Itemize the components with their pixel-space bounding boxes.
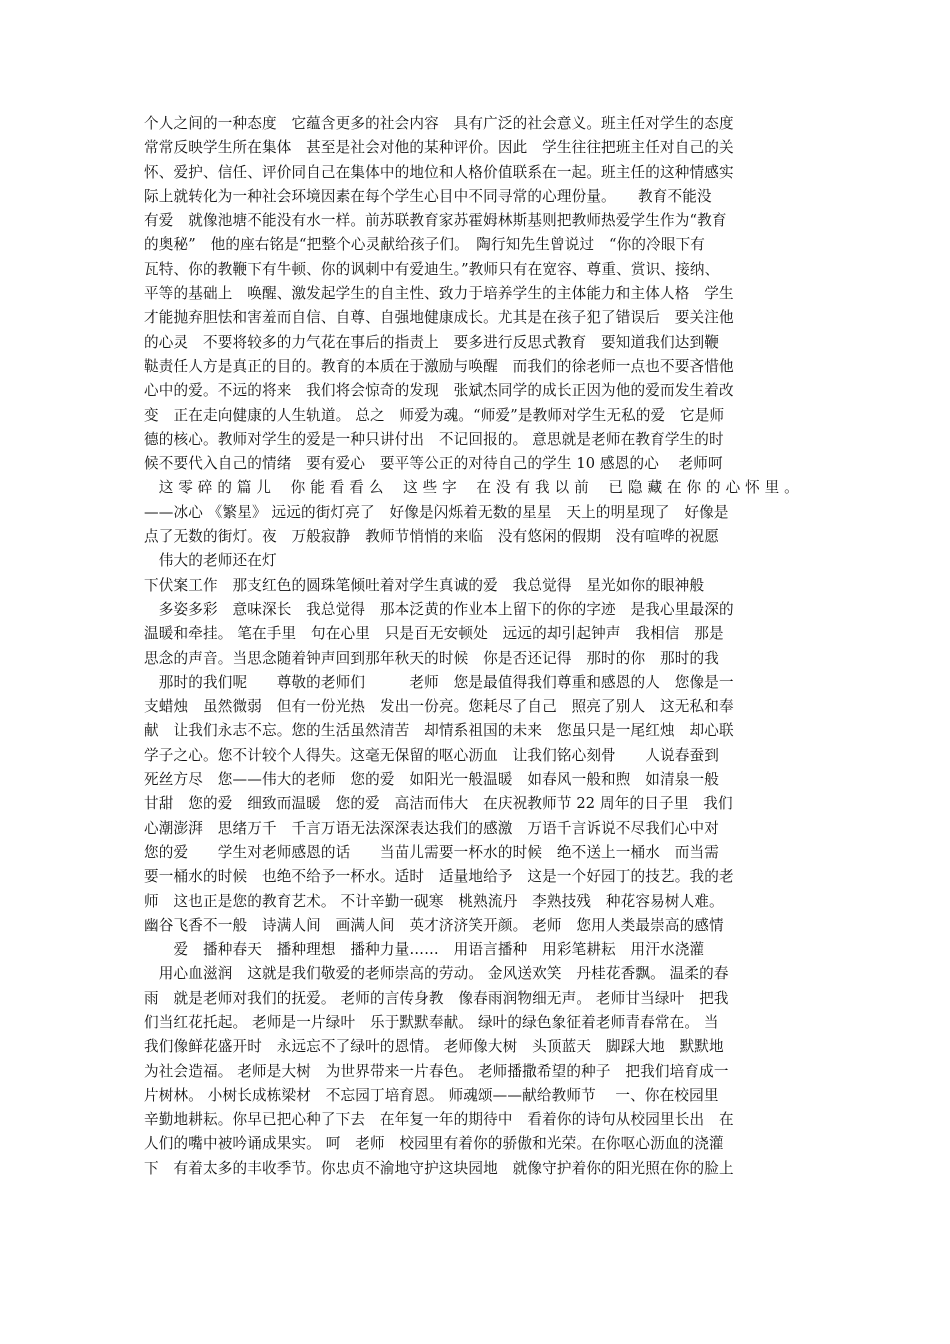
text-line: 点了无数的街灯。夜 万般寂静 教师节悄悄的来临 没有悠闲的假期 没有喧哗的祝愿 bbox=[144, 528, 720, 546]
text-line: 献 让我们永志不忘。您的生活虽然清苦 却情系祖国的未来 您虽只是一尾红烛 却心联 bbox=[144, 722, 734, 740]
text-line: 这 零 碎 的 篇 儿 你 能 看 看 么 这 些 字 在 没 有 我 以 前 已 隐 藏 在 你 的 心 怀 里 。 bbox=[144, 479, 799, 497]
text-line: 的心灵 不要将较多的力气花在事后的指责上 要多进行反思式教育 要知道我们达到鞭 bbox=[144, 333, 720, 351]
text-line: 心潮澎湃 思绪万千 千言万语无法深深表达我们的感激 万语千言诉说不尽我们心中对 bbox=[144, 819, 720, 837]
text-line: 伟大的老师还在灯 bbox=[144, 552, 277, 570]
text-line: 雨 就是老师对我们的抚爱。 老师的言传身教 像春雨润物细无声。 老师甘当绿叶 把我 bbox=[144, 989, 729, 1007]
text-line: 师 这也正是您的教育艺术。 不计辛勤一砚寒 桃熟流丹 李熟技残 种花容易树人难。 bbox=[144, 892, 724, 910]
text-line: 支蜡烛 虽然微弱 但有一份光热 发出一份亮。您耗尽了自己 照亮了别人 这无私和奉 bbox=[144, 698, 734, 716]
text-line: 个人之间的一种态度 它蕴含更多的社会内容 具有广泛的社会意义。班主任对学生的态度 bbox=[144, 115, 734, 132]
text-line: 死丝方尽 您——伟大的老师 您的爱 如阳光一般温暖 如春风一般和煦 如清泉一般 bbox=[144, 771, 720, 789]
text-line: 爱 播种春天 播种理想 播种力量…… 用语言播种 用彩笔耕耘 用汗水浇灌 bbox=[144, 941, 705, 959]
text-line: 人们的嘴中被吟诵成果实。 呵 老师 校园里有着你的骄傲和光荣。在你呕心沥血的浇灌 bbox=[144, 1135, 724, 1153]
text-line: 辛勤地耕耘。你早已把心种了下去 在年复一年的期待中 看着你的诗句从校园里长出 在 bbox=[144, 1111, 734, 1129]
text-line: 候不要代入自己的情绪 要有爱心 要平等公正的对待自己的学生 10 感恩的心 老师呵 bbox=[144, 455, 723, 473]
text-line: 甘甜 您的爱 细致而温暖 您的爱 高洁而伟大 在庆祝教师节 22 周年的日子里 我们 bbox=[144, 795, 733, 813]
text-line: 为社会造福。 老师是大树 为世界带来一片春色。 老师播撒希望的种子 把我们培育成一 bbox=[144, 1062, 729, 1080]
text-line: 用心血滋润 这就是我们敬爱的老师崇高的劳动。 金风送欢笑 丹桂花香飘。 温柔的春 bbox=[144, 965, 729, 983]
text-line: 幽谷飞香不一般 诗满人间 画满人间 英才济济笑开颜。 老师 您用人类最崇高的感情 bbox=[144, 916, 724, 934]
text-line: 平等的基础上 唤醒、激发起学生的自主性、致力于培养学生的主体能力和主体人格 学生 bbox=[144, 285, 734, 303]
text-line: 下伏案工作 那支红色的圆珠笔倾吐着对学生真诚的爱 我总觉得 星光如你的眼神般 bbox=[144, 576, 705, 594]
text-line: 下 有着太多的丰收季节。你忠贞不渝地守护这块园地 就像守护着你的阳光照在你的脸上 bbox=[144, 1159, 734, 1177]
text-line: 怀、爱护、信任、评价同自己在集体中的地位和人格价值联系在一起。班主任的这种情感实 bbox=[144, 163, 734, 181]
text-line: 片树林。 小树长成栋梁材 不忘园丁培育恩。 师魂颂——献给教师节 一、你在校园里 bbox=[144, 1086, 719, 1104]
text-line: 我们像鲜花盛开时 永远忘不了绿叶的恩情。 老师像大树 头顶蓝天 脚踩大地 默默地 bbox=[144, 1038, 724, 1056]
body-text bbox=[144, 112, 812, 1181]
text-line: 德的核心。教师对学生的爱是一种只讲付出 不记回报的。 意思就是老师在教育学生的时 bbox=[144, 430, 724, 448]
text-line: ——冰心 《繁星》 远远的街灯亮了 好像是闪烁着无数的星星 天上的明星现了 好像是 bbox=[144, 503, 729, 521]
text-line: 您的爱 学生对老师感恩的话 当苗儿需要一杯水的时候 绝不送上一桶水 而当需 bbox=[144, 843, 720, 861]
text-line: 际上就转化为一种社会环境因素在每个学生心目中不同寻常的心理份量。 教育不能没 bbox=[144, 187, 712, 205]
text-line: 学子之心。您不计较个人得失。这毫无保留的呕心沥血 让我们铭心刻骨 人说春蚕到 bbox=[144, 746, 720, 764]
text-line: 那时的我们呢 尊敬的老师们 老师 您是最值得我们尊重和感恩的人 您像是一 bbox=[144, 673, 734, 691]
text-line: 常常反映学生所在集体 甚至是社会对他的某种评价。因此 学生往往把班主任对自己的关 bbox=[144, 139, 734, 157]
text-line: 才能抛弃胆怯和害羞而自信、自尊、自强地健康成长。尤其是在孩子犯了错误后 要关注他 bbox=[144, 309, 734, 327]
text-line: 要一桶水的时候 也绝不给予一杯水。适时 适量地给予 这是一个好园丁的技艺。我的老 bbox=[144, 868, 734, 886]
text-line: 温暖和牵挂。 笔在手里 句在心里 只是百无安顿处 远远的却引起钟声 我相信 那是 bbox=[144, 625, 724, 643]
text-line: 变 正在走向健康的人生轨道。 总之 师爱为魂。“师爱”是教师对学生无私的爱 它是师 bbox=[144, 406, 725, 424]
text-line: 思念的声音。当思念随着钟声回到那年秋天的时候 你是否还记得 那时的你 那时的我 bbox=[144, 649, 720, 667]
text-line: 多姿多彩 意味深长 我总觉得 那本泛黄的作业本上留下的你的字迹 是我心里最深的 bbox=[144, 600, 734, 618]
text-line: 心中的爱。不远的将来 我们将会惊奇的发现 张斌杰同学的成长正因为他的爱而发生着改 bbox=[144, 382, 734, 400]
text-line: 们当红花托起。 老师是一片绿叶 乐于默默奉献。 绿叶的绿色象征着老师青春常在。 当 bbox=[144, 1013, 719, 1031]
text-line: 有爱 就像池塘不能没有水一样。前苏联教育家苏霍姆林斯基则把教师热爱学生作为“教育 bbox=[144, 212, 727, 230]
text-line: 的奥秘” 他的座右铭是“把整个心灵献给孩子们。 陶行知先生曾说过 “你的冷眼下有 bbox=[144, 236, 706, 254]
text-line: 鞑责任人方是真正的目的。教育的本质在于激励与唤醒 而我们的徐老师一点也不要吝惜他 bbox=[144, 357, 734, 375]
text-line: 瓦特、你的教鞭下有牛顿、你的讽刺中有爱迪生。”教师只有在宽容、尊重、赏识、接纳、 bbox=[144, 260, 720, 278]
